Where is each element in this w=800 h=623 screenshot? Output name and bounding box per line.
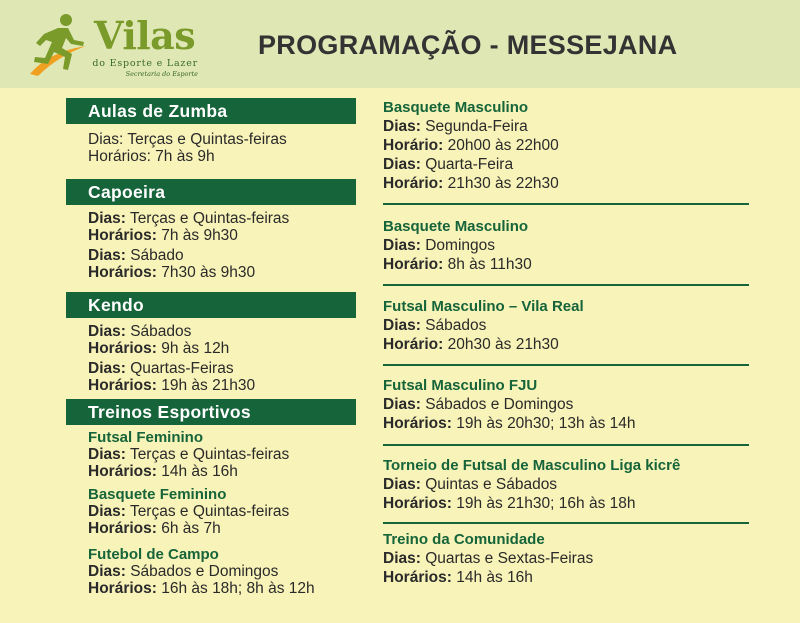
label-horario: Horário:: [383, 137, 444, 154]
label-horarios: Horários:: [88, 264, 157, 281]
label-horarios: Horários:: [383, 569, 452, 586]
futsal-vila-real-hours: [383, 335, 751, 354]
basquete2-days: [383, 236, 751, 255]
basquete1-hours-2-value: 21h30 às 22h30: [447, 175, 559, 192]
logo-name: Vilas: [94, 13, 196, 58]
label-horarios: Horários:: [383, 495, 452, 512]
capoeira-hours-1-value: 7h às 9h30: [161, 227, 238, 244]
basquete-feminino-title: Basquete Feminino: [88, 486, 227, 503]
label-dias: Dias:: [88, 503, 126, 520]
label-horario: Horário:: [383, 336, 444, 353]
futsal-feminino-days: [66, 446, 356, 463]
zumba-days: Dias: Terças e Quintas-feiras: [88, 131, 287, 148]
label-dias: Dias:: [383, 237, 421, 254]
label-horario: Horário:: [383, 256, 444, 273]
label-dias: Dias:: [88, 247, 126, 264]
futebol-campo-days: [66, 563, 356, 580]
right-column: [383, 98, 751, 587]
section-bar-zumba: Aulas de Zumba: [66, 98, 356, 124]
futebol-campo-days-value: Sábados e Domingos: [130, 563, 279, 580]
zumba-hours: Horários: 7h às 9h: [88, 148, 215, 165]
basquete1-hours-1-value: 20h00 às 22h00: [447, 137, 559, 154]
capoeira-hours-2: [66, 264, 356, 281]
kendo-days-1-value: Sábados: [130, 323, 192, 340]
label-dias: Dias:: [383, 396, 421, 413]
section-bar-treinos: Treinos Esportivos: [66, 399, 356, 425]
label-dias: Dias:: [88, 563, 126, 580]
page-title: PROGRAMAÇÃO - MESSEJANA: [258, 30, 678, 60]
label-horarios: Horários:: [88, 340, 157, 357]
kendo-days-2: [66, 360, 356, 377]
label-horarios: Horários:: [88, 520, 157, 537]
basquete-feminino-hours-value: 6h às 7h: [161, 520, 221, 537]
futsal-vila-real-days-value: Sábados: [425, 317, 487, 334]
futsal-fju-days-value: Sábados e Domingos: [425, 396, 574, 413]
basquete1-days-2: [383, 155, 751, 174]
torneio-days: [383, 475, 751, 494]
capoeira-days-2: [66, 247, 356, 264]
futsal-fju-hours: [383, 414, 751, 433]
futebol-campo-hours-value: 16h às 18h; 8h às 12h: [161, 580, 315, 597]
capoeira-hours-1: [66, 227, 356, 244]
comunidade-days-value: Quartas e Sextas-Feiras: [425, 550, 594, 567]
runner-icon: [28, 12, 90, 78]
label-horarios: Horários:: [88, 580, 157, 597]
basquete-feminino-days: [66, 503, 356, 520]
basquete1-days-1: [383, 117, 751, 136]
basquete2-days-value: Domingos: [425, 237, 495, 254]
comunidade-title: Treino da Comunidade: [383, 531, 545, 548]
header: [0, 0, 800, 88]
basquete1-hours-2: [383, 174, 751, 193]
label-dias: Dias:: [88, 360, 126, 377]
capoeira-days-1: [66, 210, 356, 227]
section-bar-kendo: Kendo: [66, 292, 356, 318]
basquete-masculino-1-title: Basquete Masculino: [383, 99, 529, 116]
futsal-feminino-days-value: Terças e Quintas-feiras: [129, 446, 290, 463]
label-horarios: Horários:: [383, 415, 452, 432]
label-dias: Dias:: [88, 323, 126, 340]
kendo-hours-1: [66, 340, 356, 357]
torneio-hours-value: 19h às 21h30; 16h às 18h: [456, 495, 636, 512]
label-dias: Dias:: [383, 118, 421, 135]
futsal-vila-real-title: Futsal Masculino – Vila Real: [383, 298, 584, 315]
kendo-days-2-value: Quartas-Feiras: [130, 360, 234, 377]
futsal-feminino-hours-value: 14h às 16h: [161, 463, 238, 480]
capoeira-days-1-value: Terças e Quintas-feiras: [129, 210, 290, 227]
capoeira-days-2-value: Sábado: [130, 247, 184, 264]
torneio-days-value: Quintas e Sábados: [425, 476, 558, 493]
futsal-feminino-hours: [66, 463, 356, 480]
futsal-fju-days: [383, 395, 751, 414]
futsal-vila-real-days: [383, 316, 751, 335]
basquete1-days-1-value: Segunda-Feira: [425, 118, 528, 135]
futsal-feminino-title: Futsal Feminino: [88, 429, 204, 446]
torneio-hours: [383, 494, 751, 513]
comunidade-days: [383, 549, 751, 568]
comunidade-hours: [383, 568, 751, 587]
basquete2-hours: [383, 255, 751, 274]
futsal-fju-title: Futsal Masculino FJU: [383, 377, 538, 394]
futsal-vila-real-hours-value: 20h30 às 21h30: [447, 336, 559, 353]
futsal-fju-hours-value: 19h às 20h30; 13h às 14h: [456, 415, 636, 432]
kendo-hours-2: [66, 377, 356, 394]
label-horario: Horário:: [383, 175, 444, 192]
label-dias: Dias:: [383, 476, 421, 493]
label-horarios: Horários:: [88, 227, 157, 244]
label-dias: Dias:: [88, 210, 126, 227]
capoeira-hours-2-value: 7h30 às 9h30: [161, 264, 256, 281]
torneio-title: Torneio de Futsal de Masculino Liga kicrê: [383, 457, 681, 474]
kendo-hours-1-value: 9h às 12h: [161, 340, 230, 357]
basquete1-days-2-value: Quarta-Feira: [425, 156, 514, 173]
left-column: [66, 98, 356, 597]
basquete-feminino-hours: [66, 520, 356, 537]
basquete1-hours-1: [383, 136, 751, 155]
kendo-hours-2-value: 19h às 21h30: [161, 377, 256, 394]
label-horarios: Horários:: [88, 463, 157, 480]
label-dias: Dias:: [383, 550, 421, 567]
comunidade-hours-value: 14h às 16h: [456, 569, 533, 586]
futebol-campo-hours: [66, 580, 356, 597]
futebol-campo-title: Futebol de Campo: [88, 546, 219, 563]
basquete-masculino-2-title: Basquete Masculino: [383, 218, 529, 235]
section-bar-capoeira: Capoeira: [66, 179, 356, 205]
basquete-feminino-days-value: Terças e Quintas-feiras: [129, 503, 290, 520]
label-horarios: Horários:: [88, 377, 157, 394]
logo-subtitle: do Esporte e Lazer: [92, 58, 198, 69]
label-dias: Dias:: [88, 446, 126, 463]
label-dias: Dias:: [383, 317, 421, 334]
basquete2-hours-value: 8h às 11h30: [447, 256, 532, 273]
label-dias: Dias:: [383, 156, 421, 173]
logo-department: Secretaria do Esporte: [125, 70, 198, 78]
logo: [28, 10, 198, 82]
kendo-days-1: [66, 323, 356, 340]
